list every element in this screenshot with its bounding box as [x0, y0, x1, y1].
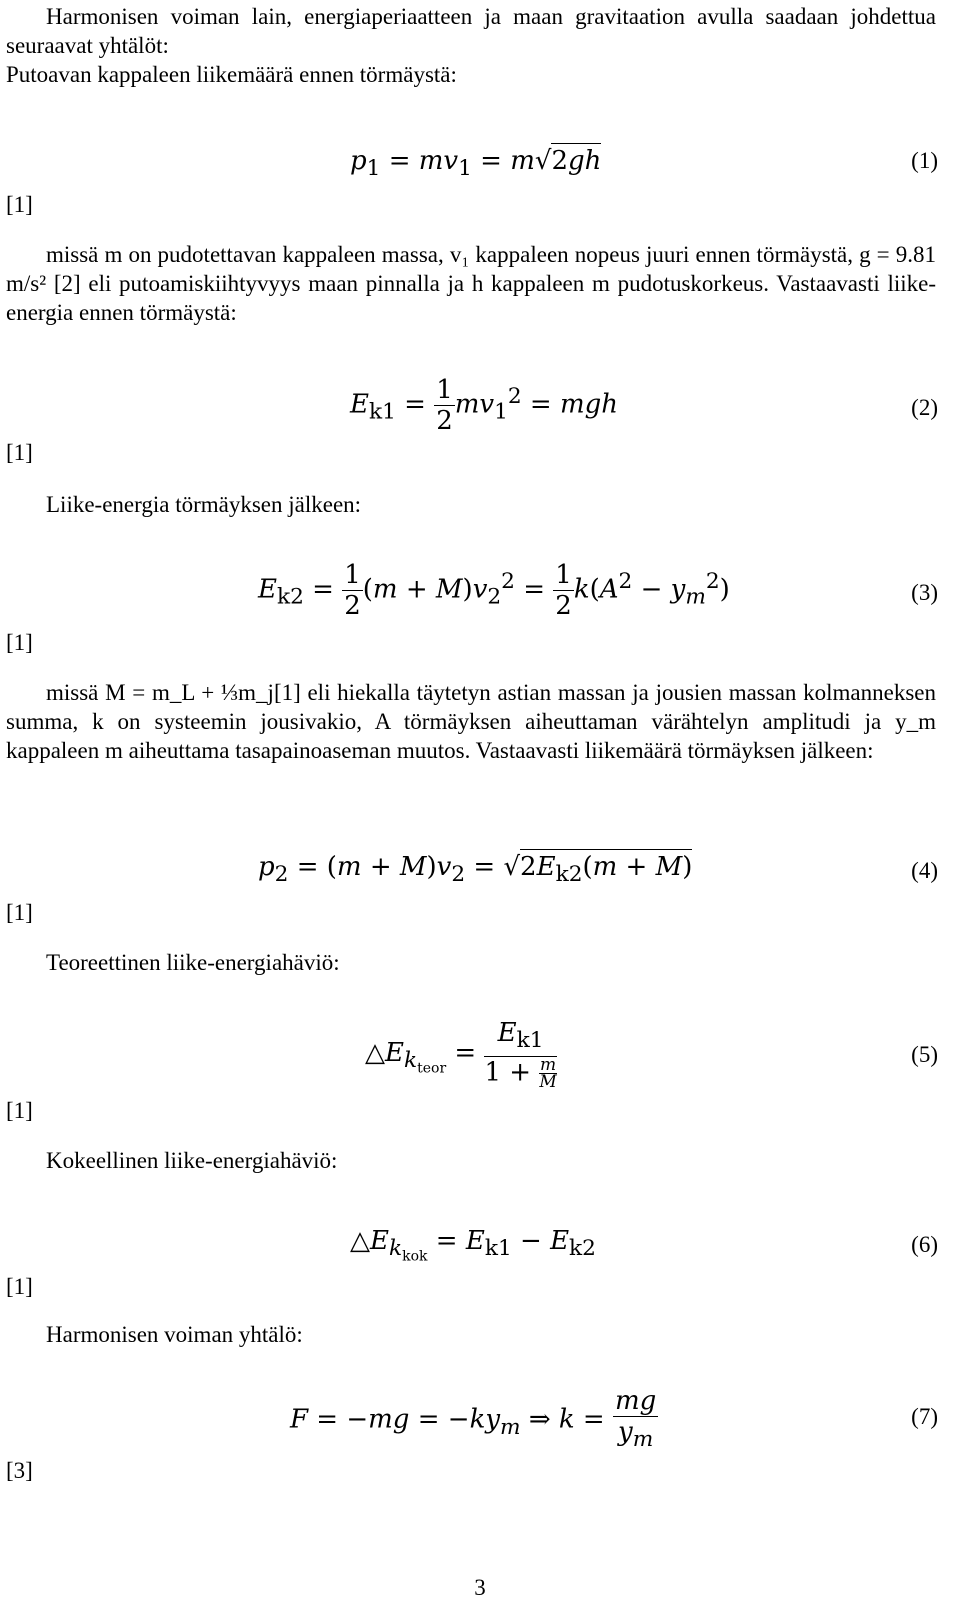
equation-2-reference: [1]: [6, 440, 33, 465]
equation-5-reference: [1]: [6, 1098, 33, 1123]
page-number: 3: [474, 1575, 486, 1600]
equation-6: $\triangle E_{k_{kok}} = E_{k1} - E_{k2}$: [350, 1226, 596, 1265]
equation-4: $p_2 = (m + M)v_2 = √2E_{k2}(m + M)$: [258, 852, 692, 890]
paragraph-after-eq6: Harmonisen voiman yhtälö:: [46, 1322, 303, 1347]
equation-4-reference: [1]: [6, 900, 33, 925]
equation-1: $p_1 = mv_1 = m√2gh$: [350, 146, 601, 184]
intro-paragraph: Harmonisen voiman lain, energiaperiaatteen ja maan gravitaation avulla saadaan johdettua seuraavat yhtälöt: Putoavan kappaleen liikemäärä ennen törmäystä:: [6, 4, 936, 87]
equation-7-reference: [3]: [6, 1458, 33, 1483]
momentum-before-text: Putoavan kappaleen liikemäärä ennen törmäystä:: [6, 62, 457, 87]
paragraph-after-eq3: missä M = m_L + ⅓m_j[1] eli hiekalla täytetyn astian massan ja jousien massan kolmanneksen summa, k on systeemin jousivakio, A törmäyksen aiheuttaman värähtelyn amplitudi ja y_m kappaleen m aiheuttama tasapainoaseman muutos. Vastaavasti liikemäärä törmäyksen jälkeen:: [6, 680, 936, 763]
equation-1-reference: [1]: [6, 192, 33, 217]
paragraph-after-eq2: Liike-energia törmäyksen jälkeen:: [46, 492, 362, 517]
paragraph-after-eq5: Kokeellinen liike-energiahäviö:: [46, 1148, 338, 1173]
equation-6-reference: [1]: [6, 1274, 33, 1299]
equation-4-number: (4): [911, 858, 938, 883]
equation-1-number: (1): [911, 148, 938, 173]
equation-2: $E_{k1}$ = $\frac{1}{2}$ $mv_1^2$ = mgh: [350, 375, 619, 436]
paragraph-after-eq1: missä m on pudotettavan kappaleen massa, v₁ kappaleen nopeus juuri ennen törmäystä, g = 9.81 m/s² [2] eli putoamiskiihtyvyys maan pinnalla ja h kappaleen m pudotuskorkeus. Vastaavasti liike-energia ennen törmäystä:: [6, 242, 936, 325]
equation-3-number: (3): [911, 580, 938, 605]
paragraph-after-eq4: Teoreettinen liike-energiahäviö:: [46, 950, 340, 975]
equation-6-number: (6): [911, 1232, 938, 1257]
equation-7-number: (7): [911, 1404, 938, 1429]
equation-5-number: (5): [911, 1042, 938, 1067]
equation-7: $F = -mg = -ky_m$ ⇒ k = $\frac{mg}{y_m}$: [290, 1386, 657, 1453]
equation-2-number: (2): [911, 395, 938, 420]
equation-3-reference: [1]: [6, 630, 33, 655]
equation-3: $E_{k2}$ = $\frac{1}{2}$ $(m + M)v_2^2$ = $\frac{1}{2}$ $k(A^2 - y_m^2)$: [258, 560, 730, 621]
equation-5: $\triangle E_{k_{teor}}$ = $E_{k1}$ 1 + $\frac{m}{M}$: [365, 1018, 557, 1093]
